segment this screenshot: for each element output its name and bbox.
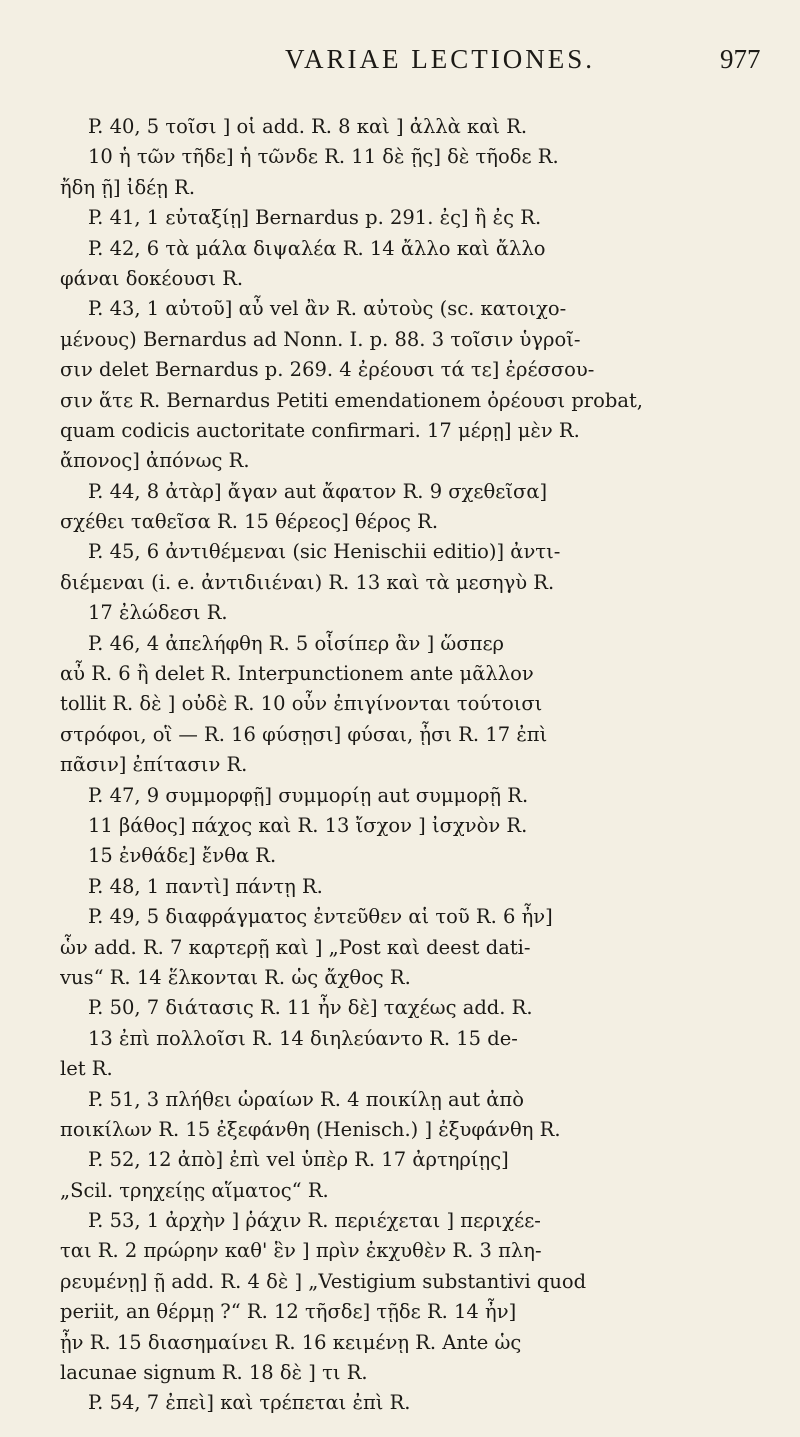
text-line: ἄπονος] ἀπόνως R. <box>60 449 250 473</box>
text-line: „Scil. τρηχείῃς αἵματος“ R. <box>60 1178 329 1202</box>
text-line: vus“ R. 14 ἕλκονται R. ὡς ἄχθος R. <box>60 965 411 989</box>
text-line: quam codicis auctoritate confirmari. 17 μέρῃ] μὲν R. <box>60 418 580 442</box>
page-number: 977 <box>720 44 761 74</box>
text-line: 10 ἡ τῶν τῆδε] ἡ τῶνδε R. 11 δὲ ῇς] δὲ τῆοδε R. <box>88 145 559 169</box>
text-line: αὖ R. 6 ἢ delet R. Interpunctionem ante μᾶλλον <box>60 662 534 686</box>
text-line: lacunae signum R. 18 δὲ ] τι R. <box>60 1361 368 1385</box>
text-line: 11 βάθος] πάχος καὶ R. 13 ἴσχον ] ἰσχνὸν R. <box>88 813 528 837</box>
text-line: σιν ἅτε R. Bernardus Petiti emendationem ὀρέουσι probat, <box>60 388 644 412</box>
text-line: στρόφοι, οἳ — R. 16 φύσῃσι] φύσαι, ᾖσι R. 17 ἐπὶ <box>60 722 548 746</box>
text-line: P. 46, 4 ἀπελήφθη R. 5 οἷσίπερ ἂν ] ὥσπερ <box>88 631 505 655</box>
text-line: διέμεναι (i. e. ἀντιδιιέναι) R. 13 καὶ τὰ μεσηγὺ R. <box>60 570 555 594</box>
text-line: πᾶσιν] ἐπίτασιν R. <box>60 753 248 777</box>
text-line: P. 50, 7 διάτασις R. 11 ἦν δὲ] ταχέως add. R. <box>88 996 533 1020</box>
text-line: P. 44, 8 ἀτὰρ] ἄγαν aut ἄφατον R. 9 σχεθεῖσα] <box>88 479 548 503</box>
text-line: 13 ἐπὶ πολλοῖσι R. 14 διηλεύαντο R. 15 de- <box>88 1026 518 1050</box>
running-head: VARIAE LECTIONES. <box>285 44 595 74</box>
text-line: 17 ἐλώδεσι R. <box>88 601 228 625</box>
text-line: periit, an θέρμῃ ?“ R. 12 τῆσδε] τῇδε R. 14 ἦν] <box>60 1300 517 1324</box>
text-line: P. 52, 12 ἀπὸ] ἐπὶ vel ὑπὲρ R. 17 ἀρτηρίῃς] <box>88 1148 509 1172</box>
text-line: φάναι δοκέουσι R. <box>60 266 244 290</box>
text-line: P. 49, 5 διαφράγματος ἐντεῦθεν αἱ τοῦ R. 6 ἦν] <box>88 905 553 929</box>
text-line: P. 41, 1 εὐταξίῃ] Bernardus p. 291. ἐς] ἢ ἐς R. <box>88 206 542 230</box>
text-line: P. 47, 9 συμμορφῇ] συμμορίῃ aut συμμορῇ R. <box>88 783 529 807</box>
text-line: P. 51, 3 πλήθει ὡραίων R. 4 ποικίλῃ aut ἀπὸ <box>88 1087 524 1111</box>
text-line: P. 45, 6 ἀντιθέμεναι (sic Henischii editio)] ἀντι- <box>88 540 561 564</box>
text-line: P. 42, 6 τὰ μάλα διψαλέα R. 14 ἄλλο καὶ ἄλλο <box>88 236 546 260</box>
text-line: μένους) Bernardus ad Nonn. I. p. 88. 3 τοῖσιν ὑγροῖ- <box>60 327 581 351</box>
text-line: σχέθει ταθεῖσα R. 15 θέρεος] θέρος R. <box>60 510 439 534</box>
text-line: P. 40, 5 τοῖσι ] οἱ add. R. 8 καὶ ] ἀλλὰ καὶ R. <box>88 115 528 138</box>
text-line: P. 54, 7 ἐπεὶ] καὶ τρέπεται ἐπὶ R. <box>88 1391 411 1415</box>
text-line: P. 43, 1 αὐτοῦ] αὖ vel ἂν R. αὐτοὺς (sc. κατοιχο- <box>88 297 567 321</box>
text-line: let R. <box>60 1057 113 1081</box>
text-line: ρευμένῃ] ῇ add. R. 4 δὲ ] „Vestigium substantivi quod <box>60 1269 587 1293</box>
text-line: tollit R. δὲ ] οὐδὲ R. 10 οὖν ἐπιγίνονται τούτοισι <box>60 692 543 716</box>
text-line: 15 ἐνθάδε] ἔνθα R. <box>88 844 277 868</box>
text-line: ται R. 2 πρώρην καθ' ἓν ] πρὶν ἐκχυθὲν R. 3 πλη- <box>60 1239 542 1263</box>
apparatus-text <box>60 112 728 1419</box>
text-line: ποικίλων R. 15 ἐξεφάνθη (Henisch.) ] ἐξυφάνθη R. <box>60 1117 561 1141</box>
text-line: P. 53, 1 ἀρχὴν ] ῥάχιν R. περιέχεται ] περιχέε- <box>88 1209 541 1233</box>
text-line: ᾖν R. 15 διασημαίνει R. 16 κειμένῃ R. Ante ὡς <box>60 1330 522 1354</box>
text-line: ὧν add. R. 7 καρτερῇ καὶ ] „Post καὶ deest dati- <box>60 935 531 959</box>
text-line: P. 48, 1 παντὶ] πάντῃ R. <box>88 874 323 898</box>
text-line: σιν delet Bernardus p. 269. 4 ἐρέουσι τά τε] ἐρέσσου- <box>60 358 595 382</box>
text-line: ἤδη ῇ] ἰδέῃ R. <box>60 175 196 199</box>
